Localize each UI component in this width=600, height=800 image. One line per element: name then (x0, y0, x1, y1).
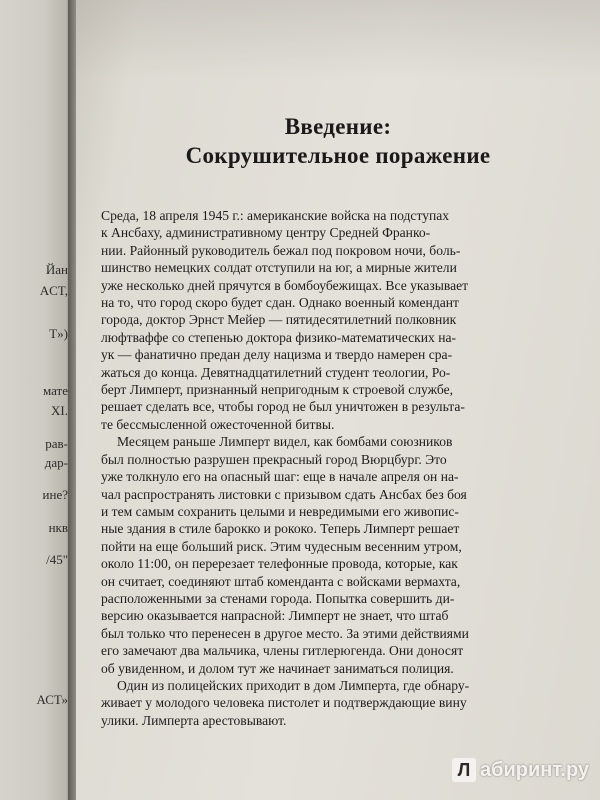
text-line: Месяцем раньше Лимперт видел, как бомбами союзников (117, 434, 453, 450)
text-line: ук — фанатично предан делу нацизма и твердо намерен сра- (101, 347, 453, 363)
text-line: нии. Районный руководитель бежал под покровом ночи, боль- (101, 242, 461, 258)
text-line: на то, что город скоро будет сдан. Однако военный комендант (101, 295, 460, 311)
left-page (0, 0, 72, 800)
body-text (101, 207, 513, 729)
text-line: решает сделать все, чтобы город не был уничтожен в результа- (101, 399, 465, 415)
text-line: люфтваффе со степенью доктора физико-математических на- (101, 329, 457, 345)
text-line: жаться до конца. Девятнадцатилетний студент теологии, Ро- (101, 364, 451, 380)
chapter-title-line1: Введение: (284, 114, 392, 139)
text-line: уже толкнуло его на опасный шаг: еще в начале апреля он на- (101, 469, 459, 485)
watermark-text: абиринт.ру (480, 758, 590, 781)
left-page-fragment: ACT, (39, 283, 68, 298)
bleed-through-shadow (76, 0, 600, 80)
text-line: улики. Лимперта арестовывают. (101, 712, 287, 728)
text-line: уже несколько дней прячутся в бомбоубежищах. Все указывает (101, 277, 469, 293)
left-page-fragment: /45" (46, 552, 68, 567)
labirint-watermark (452, 758, 589, 782)
left-page-fragment: мате (42, 383, 68, 398)
text-line: около 11:00, он перерезает телефонные провода, которые, как (101, 556, 458, 572)
text-line: ные здания в стиле барокко и рококо. Теперь Лимперт решает (101, 521, 460, 537)
text-line: те бессмысленной ожесточенной битвы. (101, 416, 335, 432)
text-line: расположенными за стенами города. Попытка совершить ди- (101, 590, 455, 606)
left-page-fragment: АСТ» (36, 692, 68, 707)
text-line: он считает, соединяют штаб коменданта с войсками вермахта, (101, 573, 461, 589)
left-page-fragment: ине? (42, 487, 68, 502)
left-page-fragment: нкв (48, 520, 68, 535)
text-line: и тем самым сохранить целыми и невредимыми его живопис- (101, 503, 459, 519)
left-page-fragment: Йан (45, 262, 68, 277)
text-line: Среда, 18 апреля 1945 г.: американские войска на подступах (101, 208, 450, 223)
text-line: его замечают два мальчика, члены гитлерюгенда. Они доносят (101, 643, 464, 659)
left-page-fragment: T») (49, 326, 68, 341)
text-line: берт Лимперт, признанный непригодным к строевой службе, (101, 382, 454, 398)
text-line: пойти на еще больший риск. Этим чудесным весенним утром, (101, 538, 462, 554)
text-line: был полностью разрушен прекрасный город Вюрцбург. Это (101, 451, 447, 467)
text-line: живает у молодого человека пистолет и подтверждающие вину (101, 695, 467, 711)
left-page-fragment: XI. (51, 403, 68, 418)
text-line: об увиденном, и долом тут же начинает заниматься полиция. (101, 660, 454, 676)
text-line: города, доктор Эрнст Мейер — пятидесятилетний полковник (101, 312, 457, 328)
text-line: Один из полицейских приходит в дом Лимперта, где обнару- (117, 677, 470, 693)
text-line: к Ансбаху, административному центру Средней Франко- (101, 225, 431, 241)
text-line: был только что перенесен в другое место. За этими действиями (101, 625, 469, 641)
left-page-fragment: дар- (44, 455, 68, 470)
right-page (76, 0, 600, 800)
labirint-logo-icon: Л (452, 758, 476, 782)
left-page-fragment: рав- (45, 436, 68, 451)
text-line: версию оказывается напрасной: Лимперт не знает, что штаб (101, 608, 449, 624)
text-line: чал распространять листовки с призывом сдать Ансбах без боя (101, 486, 467, 502)
chapter-title-line2: Сокрушительное поражение (185, 143, 491, 168)
text-line: шинство немецких солдат отступили на юг, а мирные жители (101, 260, 457, 276)
